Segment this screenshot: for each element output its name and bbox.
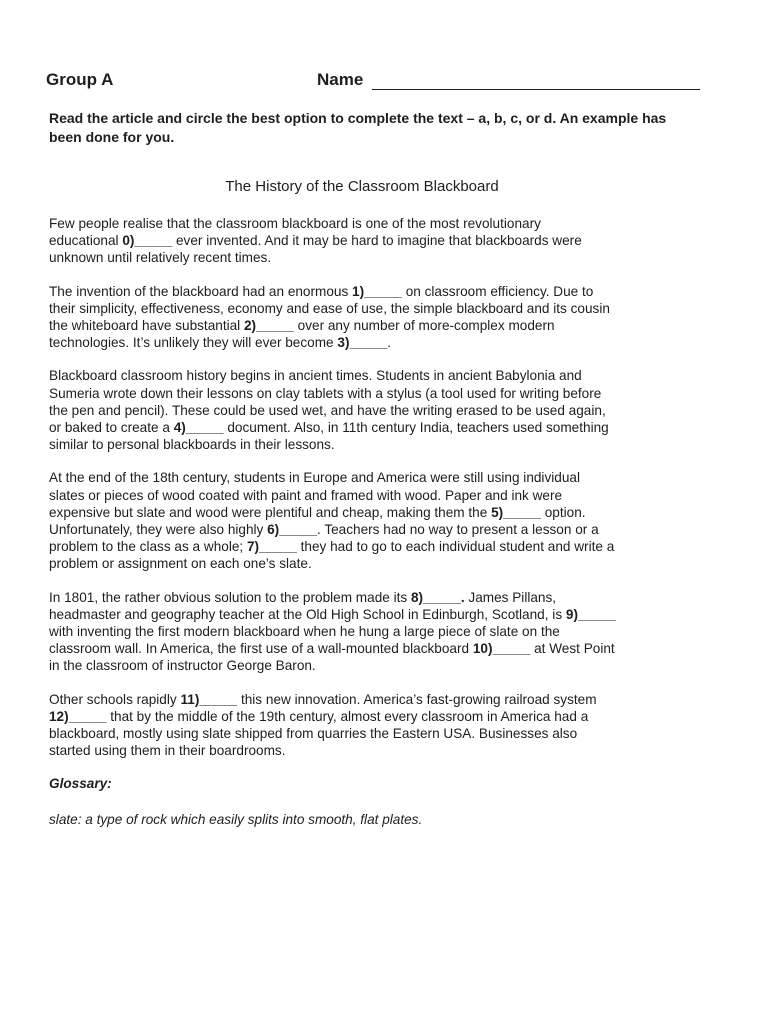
text-run: headmaster and geography teacher at the Old High School in Edinburgh, Scotland, is — [49, 606, 566, 622]
text-run: Blackboard classroom history begins in ancient times. Students in ancient Babylonia and — [49, 368, 582, 384]
text-run: with inventing the first modern blackboard when he hung a large piece of slate on the — [49, 624, 560, 640]
worksheet-header — [46, 70, 726, 96]
paragraph-line — [49, 402, 689, 419]
paragraph-line — [49, 504, 689, 521]
text-run: in the classroom of instructor George Baron. — [49, 658, 316, 674]
glossary-definition: slate: a type of rock which easily splits into smooth, flat plates. — [49, 811, 423, 827]
gap-blank[interactable]: 2)_____ — [243, 318, 294, 334]
paragraph-line — [49, 589, 689, 606]
paragraph-line — [49, 725, 689, 742]
paragraph-line — [49, 555, 689, 572]
paragraph-line — [49, 283, 689, 300]
group-label: Group A — [46, 70, 114, 89]
gap-blank[interactable]: 3)_____ — [337, 335, 388, 351]
gap-blank[interactable]: 6)_____ — [267, 522, 318, 538]
text-run: similar to personal blackboards in their lessons. — [49, 437, 335, 453]
text-run: problem or assignment on each one’s slate. — [49, 556, 312, 572]
text-run: at West Point — [530, 641, 615, 657]
glossary-heading: Glossary: — [49, 776, 112, 792]
paragraph-line — [49, 419, 689, 436]
paragraph-line — [49, 334, 689, 351]
text-run: educational — [49, 233, 123, 249]
article-paragraph — [49, 691, 689, 760]
paragraph-line — [49, 469, 689, 486]
name-label: Name — [317, 70, 364, 89]
text-run: started using them in their boardrooms. — [49, 743, 286, 759]
text-run: ever invented. And it may be hard to imagine that blackboards were — [172, 233, 582, 249]
article-paragraph — [49, 589, 689, 675]
instructions: Read the article and circle the best option to complete the text – a, b, c, or d. An example has been done for you. — [49, 110, 667, 145]
text-run: their simplicity, effectiveness, economy and ease of use, the simple blackboard and its cousin — [49, 300, 610, 316]
name-blank-line[interactable] — [372, 89, 700, 90]
text-run: this new innovation. America’s fast-growing railroad system — [237, 691, 597, 707]
paragraph-line — [49, 367, 689, 384]
text-run: expensive but slate and wood were plentiful and cheap, making them the — [49, 504, 492, 520]
gap-blank[interactable]: 11)_____ — [180, 691, 238, 707]
paragraph-line — [49, 657, 689, 674]
paragraph-line — [49, 232, 689, 249]
text-run: the pen and pencil). These could be used wet, and have the writing erased to be used again, — [49, 402, 606, 418]
text-run: technologies. It’s unlikely they will ever become — [49, 335, 338, 351]
paragraph-line — [49, 606, 689, 623]
article-paragraph — [49, 367, 689, 453]
text-run: document. Also, in 11th century India, teachers used something — [223, 420, 609, 436]
article-paragraphs — [49, 215, 689, 759]
article-paragraph — [49, 283, 689, 352]
text-run: Sumeria wrote down their lessons on clay tablets with a stylus (a tool used for writing before — [49, 385, 602, 401]
article-title: The History of the Classroom Blackboard — [225, 178, 499, 195]
paragraph-line — [49, 249, 689, 266]
paragraph-line — [49, 538, 689, 555]
text-run: the whiteboard have substantial — [49, 318, 244, 334]
paragraph-line — [49, 385, 689, 402]
paragraph-line — [49, 436, 689, 453]
text-run: James Pillans, — [464, 589, 557, 605]
paragraph-line — [49, 487, 689, 504]
gap-blank[interactable]: 1)_____ — [352, 283, 402, 299]
text-run: on classroom efficiency. Due to — [401, 283, 594, 299]
gap-blank[interactable]: 0)_____ — [122, 233, 173, 249]
text-run: blackboard, mostly using slate shipped from quarries the Eastern USA. Businesses also — [49, 726, 578, 742]
gap-blank[interactable]: 10)_____ — [472, 641, 531, 657]
text-run: Unfortunately, they were also highly — [49, 522, 268, 538]
paragraph-line — [49, 300, 689, 317]
gap-blank[interactable]: 4)_____ — [173, 420, 224, 436]
text-run: In 1801, the rather obvious solution to the problem made its — [49, 589, 411, 605]
article-body — [49, 215, 689, 828]
text-run: Other schools rapidly — [49, 691, 181, 707]
paragraph-line — [49, 640, 689, 657]
gap-blank[interactable]: 7)_____ — [246, 539, 297, 555]
text-run: . — [387, 335, 392, 351]
paragraph-line — [49, 317, 689, 334]
text-run: that by the middle of the 19th century, almost every classroom in America had a — [106, 708, 589, 724]
gap-blank[interactable]: 12)_____ — [49, 708, 107, 724]
paragraph-line — [49, 215, 689, 232]
text-run: classroom wall. In America, the first use of a wall-mounted blackboard — [49, 641, 473, 657]
text-run: The invention of the blackboard had an enormous — [49, 283, 353, 299]
text-run: . Teachers had no way to present a lesson or a — [317, 522, 599, 538]
paragraph-line — [49, 742, 689, 759]
article-paragraph — [49, 469, 689, 572]
text-run: or baked to create a — [49, 420, 174, 436]
paragraph-line — [49, 521, 689, 538]
text-run: slates or pieces of wood coated with paint and framed with wood. Paper and ink were — [49, 487, 563, 503]
text-run: unknown until relatively recent times. — [49, 250, 272, 266]
text-run: option. — [540, 504, 586, 520]
paragraph-line — [49, 623, 689, 640]
gap-blank[interactable]: 8)_____. — [410, 589, 465, 605]
text-run: At the end of the 18th century, students in Europe and America were still using individual — [49, 470, 580, 486]
article-paragraph — [49, 215, 689, 267]
text-run: Few people realise that the classroom blackboard is one of the most revolutionary — [49, 216, 541, 231]
text-run: problem to the class as a whole; — [49, 539, 247, 555]
gap-blank[interactable]: 9)_____ — [565, 606, 616, 622]
text-run: they had to go to each individual student and write a — [296, 539, 615, 555]
paragraph-line — [49, 708, 689, 725]
gap-blank[interactable]: 5)_____ — [491, 504, 541, 520]
paragraph-line — [49, 691, 689, 708]
text-run: over any number of more-complex modern — [293, 318, 555, 334]
